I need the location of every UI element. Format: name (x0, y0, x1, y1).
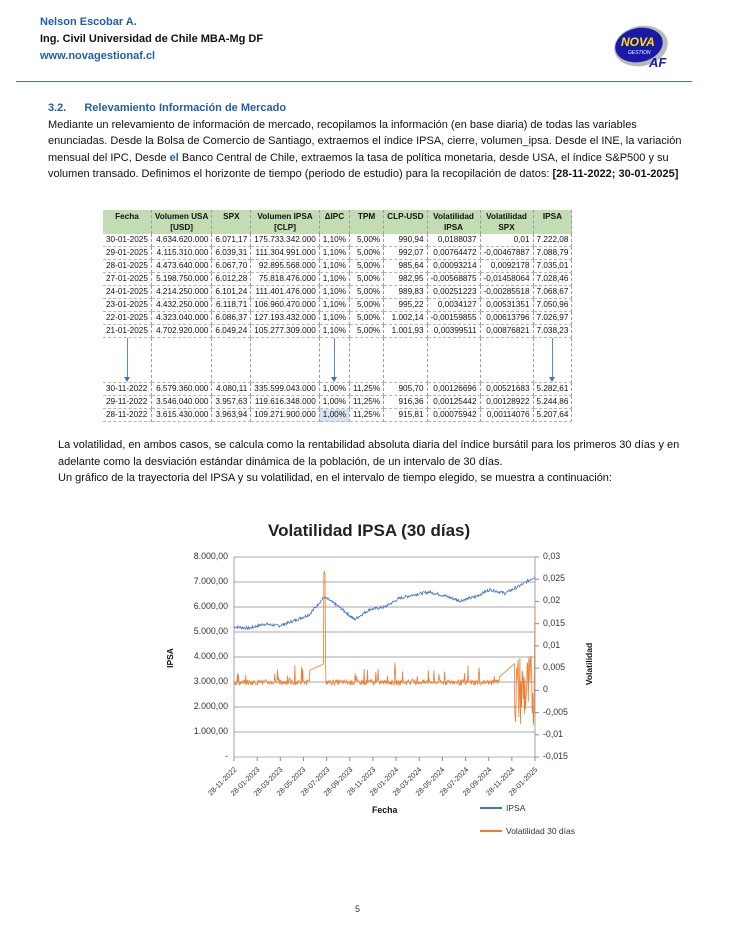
table-cell[interactable]: 5.244,86 (533, 396, 572, 409)
header-line-2: IPSA (443, 223, 464, 232)
legend-swatch-orange (480, 830, 502, 832)
table-cell[interactable]: 1,10% (319, 312, 349, 325)
section-heading (48, 100, 688, 117)
market-data-table (103, 210, 572, 422)
table-cell[interactable]: 5,00% (349, 234, 383, 247)
table-cell[interactable]: 0,00126696 (427, 383, 480, 396)
column-header (384, 210, 427, 234)
table-body (103, 234, 572, 422)
down-arrow-icon (127, 338, 128, 378)
y-tick-label: 2.000,00 (193, 701, 228, 711)
table-cell[interactable]: 6.039,31 (212, 247, 251, 260)
table-cell[interactable]: 5,00% (349, 325, 383, 338)
header-line-2: [USD] (170, 223, 194, 232)
header-line-1: TPM (357, 212, 376, 221)
table-cell (103, 338, 151, 383)
table-cell[interactable]: 1,10% (319, 286, 349, 299)
y-tick-label: 6.000,00 (193, 601, 228, 611)
section-market-info (48, 100, 688, 183)
table-cell (212, 338, 251, 383)
table-cell[interactable]: 0,00093214 (427, 260, 480, 273)
table-cell[interactable]: 992,07 (384, 247, 427, 260)
table-cell[interactable]: 28-01-2025 (103, 260, 151, 273)
table-cell[interactable]: 4.323.040.000 (151, 312, 212, 325)
table-cell[interactable]: 0,00521683 (480, 383, 533, 396)
table-cell[interactable]: 4.214.250.000 (151, 286, 212, 299)
table-cell[interactable]: 335.599.043.000 (251, 383, 319, 396)
table-cell[interactable]: 1,00% (319, 396, 349, 409)
table-row (103, 260, 572, 273)
table-cell[interactable]: 4.432.250.000 (151, 299, 212, 312)
table-row (103, 325, 572, 338)
document-header (40, 14, 263, 65)
x-tick-label: 28-03-2023 (251, 765, 285, 798)
table-row (103, 273, 572, 286)
paragraph-text-1: Mediante un relevamiento de información de mercado, recopilamos la información (en base diaria) de todas las variables enunciadas. Desde la Bolsa de Comercio de Santiago, extraemos el índice IPSA, cierre, volumen_ipsa. Desde el INE, la variación mensual del IPC, Desde (48, 118, 682, 164)
table-cell[interactable]: 29-01-2025 (103, 247, 151, 260)
table-cell[interactable]: 3.963,94 (212, 409, 251, 422)
table-cell[interactable]: 995,22 (384, 299, 427, 312)
table-cell[interactable]: 5.282,61 (533, 383, 572, 396)
table-cell[interactable]: -0,00285518 (480, 286, 533, 299)
column-header (251, 210, 319, 234)
y-tick-label: 3.000,00 (193, 676, 228, 686)
table-cell[interactable]: 5,00% (349, 286, 383, 299)
column-header (151, 210, 212, 234)
logo-gestion-text: GESTION (628, 50, 651, 56)
legend-item-ipsa (480, 803, 525, 813)
header-line-1: SPX (223, 212, 240, 221)
y2-tick-label: 0 (543, 684, 548, 695)
table-cell[interactable]: 29-11-2022 (103, 396, 151, 409)
table-cell[interactable]: 28-11-2022 (103, 409, 151, 422)
legend-item-volatility (480, 826, 575, 836)
column-header (427, 210, 480, 234)
table-cell[interactable]: 5,00% (349, 312, 383, 325)
table-cell[interactable]: 7.088,79 (533, 247, 572, 260)
table-cell[interactable]: 905,70 (384, 383, 427, 396)
table-cell[interactable]: 916,36 (384, 396, 427, 409)
table-cell[interactable]: 111.304.991.000 (251, 247, 319, 260)
table-cell (251, 338, 319, 383)
table-cell[interactable]: 23-01-2025 (103, 299, 151, 312)
x-tick-label: 28-05-2023 (275, 765, 308, 798)
table-row (103, 383, 572, 396)
logo-af-text: AF (649, 55, 667, 70)
y2-tick-label: 0,02 (543, 595, 561, 606)
table-row (103, 409, 572, 422)
table-cell (384, 338, 427, 383)
table-cell[interactable]: 22-01-2025 (103, 312, 151, 325)
header-line-1: Volumen USA (154, 212, 209, 221)
table-cell[interactable]: 1,10% (319, 273, 349, 286)
x-tick-label: 28-11-2023 (344, 765, 378, 798)
table-cell[interactable]: 7.050,96 (533, 299, 572, 312)
table-row (103, 299, 572, 312)
table-cell[interactable]: 5,00% (349, 247, 383, 260)
table-cell (319, 338, 349, 383)
table-cell[interactable]: 4.634.620.000 (151, 234, 212, 247)
website-link[interactable]: www.novagestionaf.cl (40, 50, 156, 62)
table-cell[interactable]: 1.001,93 (384, 325, 427, 338)
table-cell[interactable]: 1,10% (319, 234, 349, 247)
table-row (103, 247, 572, 260)
author-name: Nelson Escobar A. (40, 16, 137, 28)
down-arrow-icon (552, 338, 553, 378)
header-divider (16, 81, 692, 82)
table-cell[interactable]: 990,94 (384, 234, 427, 247)
table-cell[interactable]: 0,01 (480, 234, 533, 247)
table-cell[interactable]: 7.222,08 (533, 234, 572, 247)
table-cell[interactable]: 175.733.342.000 (251, 234, 319, 247)
x-tick-label: 28-11-2022 (205, 765, 239, 798)
table-cell[interactable]: 30-11-2022 (103, 383, 151, 396)
explanation-line-1: La volatilidad, en ambos casos, se calcula como la rentabilidad absoluta diaria del índice bursátil para los primeros 30 días y en adelante como la desviación estándar dinámica de la población, de un intervalo de 30 días. (58, 439, 680, 468)
table-cell[interactable]: 0,00114076 (480, 409, 533, 422)
volatility-chart (150, 513, 610, 873)
y2-tick-label: -0,005 (543, 706, 568, 717)
header-line-2: [CLP] (274, 223, 296, 232)
x-tick-label: 28-07-2024 (437, 765, 470, 798)
y-tick-label: - (225, 751, 228, 761)
y2-tick-label: -0,01 (543, 728, 564, 739)
chart-plot (150, 513, 610, 873)
volatility-explanation (58, 437, 698, 487)
table-gap-row (103, 338, 572, 383)
table-cell[interactable]: 7.026,97 (533, 312, 572, 325)
table-cell[interactable]: 985,64 (384, 260, 427, 273)
column-header (533, 210, 572, 234)
table-cell[interactable]: 1.002,14 (384, 312, 427, 325)
table-cell[interactable]: 5,00% (349, 260, 383, 273)
header-line-2: SPX (498, 223, 515, 232)
table-header-row (103, 210, 572, 234)
table-cell[interactable]: 3.546.040.000 (151, 396, 212, 409)
x-tick-label: 28-01-2024 (367, 765, 401, 798)
table-cell[interactable]: 0,00399511 (427, 325, 480, 338)
table-cell[interactable]: 0,00075942 (427, 409, 480, 422)
section-number: 3.2. (48, 102, 67, 114)
y-tick-label: 5.000,00 (193, 626, 228, 636)
column-header (319, 210, 349, 234)
table-cell[interactable]: 982,95 (384, 273, 427, 286)
table-cell[interactable]: 5.207,64 (533, 409, 572, 422)
ipsa-line (234, 577, 535, 630)
table-cell[interactable]: 6.012,28 (212, 273, 251, 286)
table-cell[interactable]: 6.071,17 (212, 234, 251, 247)
table-cell[interactable]: 24-01-2025 (103, 286, 151, 299)
table-cell[interactable]: 989,83 (384, 286, 427, 299)
table-cell[interactable]: 1,10% (319, 325, 349, 338)
study-period: [28-11-2022; 30-01-2025] (552, 168, 679, 180)
table-cell[interactable]: 11,25% (349, 383, 383, 396)
table-cell[interactable]: 0,00125442 (427, 396, 480, 409)
table-cell (533, 338, 572, 383)
table-cell[interactable]: 109.271.900.000 (251, 409, 319, 422)
y-tick-label: 7.000,00 (193, 576, 228, 586)
legend-label: Volatilidad 30 días (506, 826, 575, 836)
y-tick-label: 4.000,00 (193, 651, 228, 661)
table-cell[interactable]: 11,25% (349, 409, 383, 422)
table-row (103, 286, 572, 299)
table-cell[interactable]: 92.895.568.000 (251, 260, 319, 273)
table-cell[interactable]: 6.579.360.000 (151, 383, 212, 396)
table-cell[interactable]: 6.101,24 (212, 286, 251, 299)
x-tick-label: 28-01-2023 (228, 765, 262, 798)
table-cell[interactable]: 0,00613796 (480, 312, 533, 325)
table-cell[interactable]: 5,00% (349, 273, 383, 286)
table-cell[interactable]: 1,00% (319, 409, 349, 422)
table-cell[interactable]: 27-01-2025 (103, 273, 151, 286)
header-line-1: Volatilidad (486, 212, 527, 221)
column-header (212, 210, 251, 234)
table-cell[interactable]: 6.067,70 (212, 260, 251, 273)
table-row (103, 234, 572, 247)
x-tick-label: 28-01-2025 (506, 765, 540, 798)
y2-tick-label: -0,015 (543, 751, 568, 761)
y2-tick-label: 0,025 (543, 573, 566, 584)
table-cell (427, 338, 480, 383)
column-header (103, 210, 151, 234)
table-cell[interactable]: 30-01-2025 (103, 234, 151, 247)
author-credentials: Ing. Civil Universidad de Chile MBA-Mg DF (40, 33, 264, 45)
chart-title: Volatilidad IPSA (30 días) (268, 521, 471, 540)
paragraph-text-2: Banco Central de Chile, extraemos la tasa de política monetaria, desde USA, el índice S&P500 y su volumen transado. Definimos el horizonte de tiempo (periodo de estudio) para la recopilación de datos: (48, 151, 669, 180)
table-cell (151, 338, 212, 383)
x-axis-label: Fecha (372, 805, 398, 815)
table-cell[interactable]: 5,00% (349, 299, 383, 312)
table-cell[interactable]: 0,00251223 (427, 286, 480, 299)
x-tick-label: 28-05-2024 (413, 765, 447, 798)
section-paragraph (48, 117, 688, 183)
header-line-1: IPSA (542, 212, 563, 221)
table-row (103, 396, 572, 409)
volatility-line (234, 572, 535, 726)
table-cell[interactable]: -0,00467887 (480, 247, 533, 260)
x-tick-label: 28-03-2024 (390, 765, 424, 798)
table-cell[interactable]: 7.028,46 (533, 273, 572, 286)
logo-nova-text: NOVA (621, 35, 655, 49)
table-cell[interactable]: 21-01-2025 (103, 325, 151, 338)
table-cell[interactable]: 1,10% (319, 260, 349, 273)
table-cell[interactable]: 0,00764472 (427, 247, 480, 260)
table-cell[interactable]: 111.401.476.000 (251, 286, 319, 299)
table-cell[interactable]: 5.198.750.000 (151, 273, 212, 286)
table-cell[interactable]: 4.473.640.000 (151, 260, 212, 273)
table-cell[interactable]: 4.702.920.000 (151, 325, 212, 338)
header-line-1: Volatilidad (433, 212, 474, 221)
table-cell[interactable]: 0,0034127 (427, 299, 480, 312)
table-cell[interactable]: 1,10% (319, 247, 349, 260)
table-cell[interactable]: 106.960.470.000 (251, 299, 319, 312)
table-cell[interactable]: 6.049,24 (212, 325, 251, 338)
table-cell[interactable]: 3.615.430.000 (151, 409, 212, 422)
table-cell[interactable]: 127.193.432.000 (251, 312, 319, 325)
table-cell[interactable]: 915,81 (384, 409, 427, 422)
column-header (349, 210, 383, 234)
table-cell[interactable]: 7.035,01 (533, 260, 572, 273)
table-cell[interactable]: 7.038,23 (533, 325, 572, 338)
table-cell[interactable]: 0,00531351 (480, 299, 533, 312)
table-cell[interactable]: 0,0188037 (427, 234, 480, 247)
table-cell[interactable]: 11,25% (349, 396, 383, 409)
y-tick-label: 1.000,00 (193, 726, 228, 736)
table-cell[interactable]: 0,0092178 (480, 260, 533, 273)
table-row (103, 312, 572, 325)
page-number: 5 (355, 904, 361, 914)
header-line-1: CLP-USD (387, 212, 424, 221)
y-tick-label: 8.000,00 (193, 551, 228, 561)
table-cell[interactable]: 0,00876821 (480, 325, 533, 338)
table-cell (480, 338, 533, 383)
table-cell[interactable]: 75.818.476.000 (251, 273, 319, 286)
y2-axis-label: Volatilidad (584, 642, 595, 686)
table-cell[interactable]: 4.080,11 (212, 383, 251, 396)
header-line-1: ΔIPC (324, 212, 345, 221)
legend-swatch-blue (480, 807, 502, 809)
table-cell[interactable]: -0,00159855 (427, 312, 480, 325)
x-tick-label: 28-07-2023 (298, 765, 331, 798)
paragraph-highlight: el (169, 151, 179, 164)
table-cell[interactable]: 1,00% (319, 383, 349, 396)
down-arrow-icon (334, 338, 335, 378)
explanation-line-2: Un gráfico de la trayectoria del IPSA y su volatilidad, en el intervalo de tiempo elegido, se muestra a continuación: (58, 472, 612, 484)
nova-gestion-logo (612, 24, 674, 72)
y2-tick-label: 0,03 (543, 551, 561, 561)
column-header (480, 210, 533, 234)
table-cell[interactable]: 6.086,37 (212, 312, 251, 325)
table-cell[interactable]: 0,00128922 (480, 396, 533, 409)
table-cell[interactable]: 7.068,67 (533, 286, 572, 299)
table-cell[interactable]: -0,01458064 (480, 273, 533, 286)
y2-tick-label: 0,015 (543, 617, 566, 628)
legend-label: IPSA (506, 803, 526, 813)
table-cell[interactable]: 119.616.348.000 (251, 396, 319, 409)
header-line-1: Fecha (115, 212, 139, 221)
table-cell[interactable]: 1,10% (319, 299, 349, 312)
y-axis-label: IPSA (164, 648, 175, 668)
table-cell[interactable]: 6.118,71 (212, 299, 251, 312)
y2-tick-label: 0,01 (543, 639, 561, 650)
x-tick-label: 28-11-2024 (483, 765, 517, 798)
x-tick-label: 28-09-2023 (321, 765, 355, 798)
table-cell[interactable]: 3.957,63 (212, 396, 251, 409)
section-title: Relevamiento Información de Mercado (84, 102, 287, 114)
x-tick-label: 28-09-2024 (460, 765, 494, 798)
table-cell[interactable]: 105.277.309.000 (251, 325, 319, 338)
y2-tick-label: 0,005 (543, 662, 566, 673)
table-cell[interactable]: -0,00568875 (427, 273, 480, 286)
header-line-1: Volumen IPSA (257, 212, 313, 221)
table-cell (349, 338, 383, 383)
table-cell[interactable]: 4.115.310.000 (151, 247, 212, 260)
